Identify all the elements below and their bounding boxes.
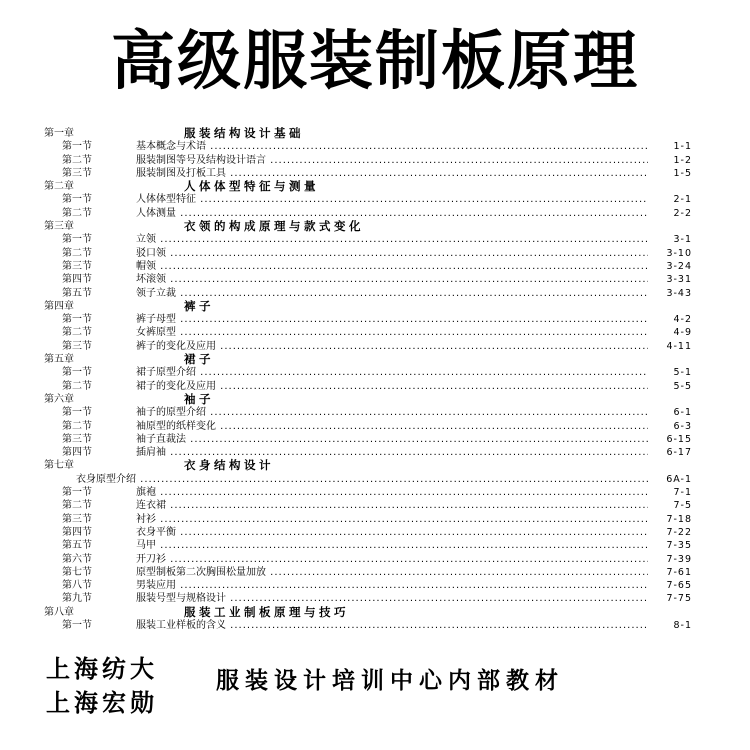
page-number: 7-39	[648, 553, 692, 566]
toc-chapter	[44, 300, 692, 313]
section-number: 第七节	[62, 566, 92, 578]
toc-section	[44, 167, 692, 180]
chapter-number: 第五章	[44, 354, 74, 366]
toc-chapter	[44, 180, 692, 193]
section-number: 第三节	[62, 340, 92, 352]
section-title: 裤子的变化及应用 .....	[136, 340, 648, 353]
chapter-number: 第八章	[44, 606, 74, 618]
toc-section	[44, 566, 692, 579]
page-number: 8-1	[648, 619, 692, 632]
chapter-number: 第三章	[44, 221, 74, 233]
section-title: 人体体型特征 .....	[136, 193, 648, 206]
toc-section	[44, 193, 692, 206]
toc-section	[44, 473, 692, 486]
footer-institution-2: 上海宏勋	[46, 688, 158, 717]
toc-chapter	[44, 220, 692, 233]
toc-section	[44, 513, 692, 526]
toc-section	[44, 433, 692, 446]
section-number: 第二节	[62, 380, 92, 392]
section-number: 第一节	[62, 141, 92, 153]
toc-section	[44, 287, 692, 300]
section-title: 女裤原型 .....	[136, 326, 648, 339]
section-title: 帽领 .....	[136, 260, 648, 273]
page-number: 7-35	[648, 539, 692, 552]
footer-institution-1: 上海纺大	[46, 654, 158, 683]
section-number: 第一节	[62, 407, 92, 419]
page-number: 5-5	[648, 380, 692, 393]
chapter-number: 第二章	[44, 181, 74, 193]
page-number: 7-65	[648, 579, 692, 592]
chapter-number: 第四章	[44, 300, 74, 312]
page-number: 4-2	[648, 313, 692, 326]
toc-section	[44, 207, 692, 220]
section-number: 第一节	[62, 367, 92, 379]
page-number: 4-9	[648, 326, 692, 339]
toc-section	[44, 553, 692, 566]
toc-chapter	[44, 606, 692, 619]
section-number: 第一节	[62, 234, 92, 246]
footer-institutions	[46, 652, 226, 720]
page-number: 6-1	[648, 406, 692, 419]
section-number: 第四节	[62, 526, 92, 538]
toc-section	[44, 380, 692, 393]
section-number: 第六节	[62, 553, 92, 565]
page-number: 3-43	[648, 287, 692, 300]
section-number: 第三节	[62, 513, 92, 525]
toc-section	[44, 154, 692, 167]
toc-chapter	[44, 127, 692, 140]
toc-section	[44, 486, 692, 499]
page-number: 7-61	[648, 566, 692, 579]
section-title: 服装制图等号及结构设计语言 .....	[136, 154, 648, 167]
footer-subtitle: 服装设计培训中心内部教材	[216, 667, 564, 694]
section-title: 驳口领 .....	[136, 247, 648, 260]
chapter-number: 第六章	[44, 393, 74, 405]
table-of-contents	[44, 127, 692, 632]
section-number: 第二节	[62, 207, 92, 219]
section-number: 第一节	[62, 194, 92, 206]
section-number: 第二节	[62, 247, 92, 259]
toc-section	[44, 539, 692, 552]
toc-section	[44, 526, 692, 539]
page-number: 7-22	[648, 526, 692, 539]
section-number: 第五节	[62, 540, 92, 552]
section-number: 第二节	[62, 500, 92, 512]
section-title: 旗袍 .....	[136, 486, 648, 499]
toc-section	[44, 340, 692, 353]
page-number: 6-17	[648, 446, 692, 459]
section-title: 裙子的变化及应用 .....	[136, 380, 648, 393]
section-title: 插肩袖 .....	[136, 446, 648, 459]
page-number: 1-5	[648, 167, 692, 180]
section-number: 第四节	[62, 447, 92, 459]
page-number: 6-3	[648, 420, 692, 433]
section-title: 服装号型与规格设计 .....	[136, 592, 648, 605]
section-title: 立领 .....	[136, 233, 648, 246]
toc-section	[44, 326, 692, 339]
toc-section	[44, 579, 692, 592]
chapter-title: 服装结构设计基础	[184, 126, 304, 140]
toc-section	[44, 619, 692, 632]
page-number: 1-1	[648, 140, 692, 153]
chapter-title: 服装工业制板原理与技巧	[184, 604, 349, 619]
section-title: 裤子母型 .....	[136, 313, 648, 326]
section-number: 第九节	[62, 593, 92, 605]
page-title: 高级服装制板原理	[111, 24, 639, 99]
section-title: 衣身平衡 .....	[136, 526, 648, 539]
toc-chapter	[44, 459, 692, 472]
section-title: 人体测量 .....	[136, 207, 648, 220]
page-number: 3-1	[648, 233, 692, 246]
page-number: 3-24	[648, 260, 692, 273]
toc-section	[44, 247, 692, 260]
toc-section	[44, 233, 692, 246]
page-number: 7-1	[648, 486, 692, 499]
page-number: 7-5	[648, 499, 692, 512]
toc-chapter	[44, 353, 692, 366]
section-title: 衬衫 .....	[136, 513, 648, 526]
chapter-title: 人体体型特征与测量	[184, 179, 319, 194]
toc-section	[44, 446, 692, 459]
section-number: 第一节	[62, 619, 92, 631]
toc-section	[44, 499, 692, 512]
section-title: 男装应用 .....	[136, 579, 648, 592]
section-title: 领子立裁 .....	[136, 287, 648, 300]
section-number: 第三节	[62, 167, 92, 179]
section-title: 基本概念与术语 .....	[136, 140, 648, 153]
page-number: 7-75	[648, 592, 692, 605]
chapter-number: 第七章	[44, 460, 74, 472]
toc-section	[44, 592, 692, 605]
toc-section	[44, 140, 692, 153]
section-number: 第一节	[62, 314, 92, 326]
section-title: 服装制图及打板工具 .....	[136, 167, 648, 180]
section-number: 第三节	[62, 433, 92, 445]
chapter-title: 袖子	[184, 391, 214, 406]
section-title: 衣身原型介绍 .....	[76, 473, 648, 486]
toc-section	[44, 273, 692, 286]
section-title: 服装工业样板的含义 .....	[136, 619, 648, 632]
page-number: 3-10	[648, 247, 692, 260]
page-number: 5-1	[648, 366, 692, 379]
section-title: 袖子直裁法 .....	[136, 433, 648, 446]
toc-section	[44, 313, 692, 326]
page-number: 2-1	[648, 193, 692, 206]
section-number: 第三节	[62, 260, 92, 272]
section-number: 第八节	[62, 580, 92, 592]
section-number: 第一节	[62, 487, 92, 499]
section-number: 第二节	[62, 154, 92, 166]
section-number: 第二节	[62, 327, 92, 339]
section-number: 第五节	[62, 287, 92, 299]
section-title: 开刀衫 .....	[136, 553, 648, 566]
section-title: 袖原型的纸样变化 .....	[136, 420, 648, 433]
toc-section	[44, 260, 692, 273]
chapter-title: 裙子	[184, 352, 214, 367]
section-number: 第二节	[62, 420, 92, 432]
page-number: 6-15	[648, 433, 692, 446]
section-title: 袖子的原型介绍 .....	[136, 406, 648, 419]
toc-chapter	[44, 393, 692, 406]
chapter-number: 第一章	[44, 128, 74, 139]
section-title: 坏滚领 .....	[136, 273, 648, 286]
chapter-title: 衣领的构成原理与款式变化	[184, 219, 364, 234]
page-number: 6A-1	[648, 473, 692, 486]
section-title: 马甲 .....	[136, 539, 648, 552]
page-number: 3-31	[648, 273, 692, 286]
page-number: 2-2	[648, 207, 692, 220]
section-title: 裙子原型介绍 .....	[136, 366, 648, 379]
section-title: 原型制板第二次胸围松量加放 .....	[136, 566, 648, 579]
toc-section	[44, 366, 692, 379]
chapter-title: 衣身结构设计	[184, 458, 274, 473]
toc-section	[44, 420, 692, 433]
page-number: 4-11	[648, 340, 692, 353]
section-title: 连衣裙 .....	[136, 499, 648, 512]
chapter-title: 裤子	[184, 298, 214, 313]
page-number: 7-18	[648, 513, 692, 526]
section-number: 第四节	[62, 274, 92, 286]
toc-section	[44, 406, 692, 419]
page-number: 1-2	[648, 154, 692, 167]
